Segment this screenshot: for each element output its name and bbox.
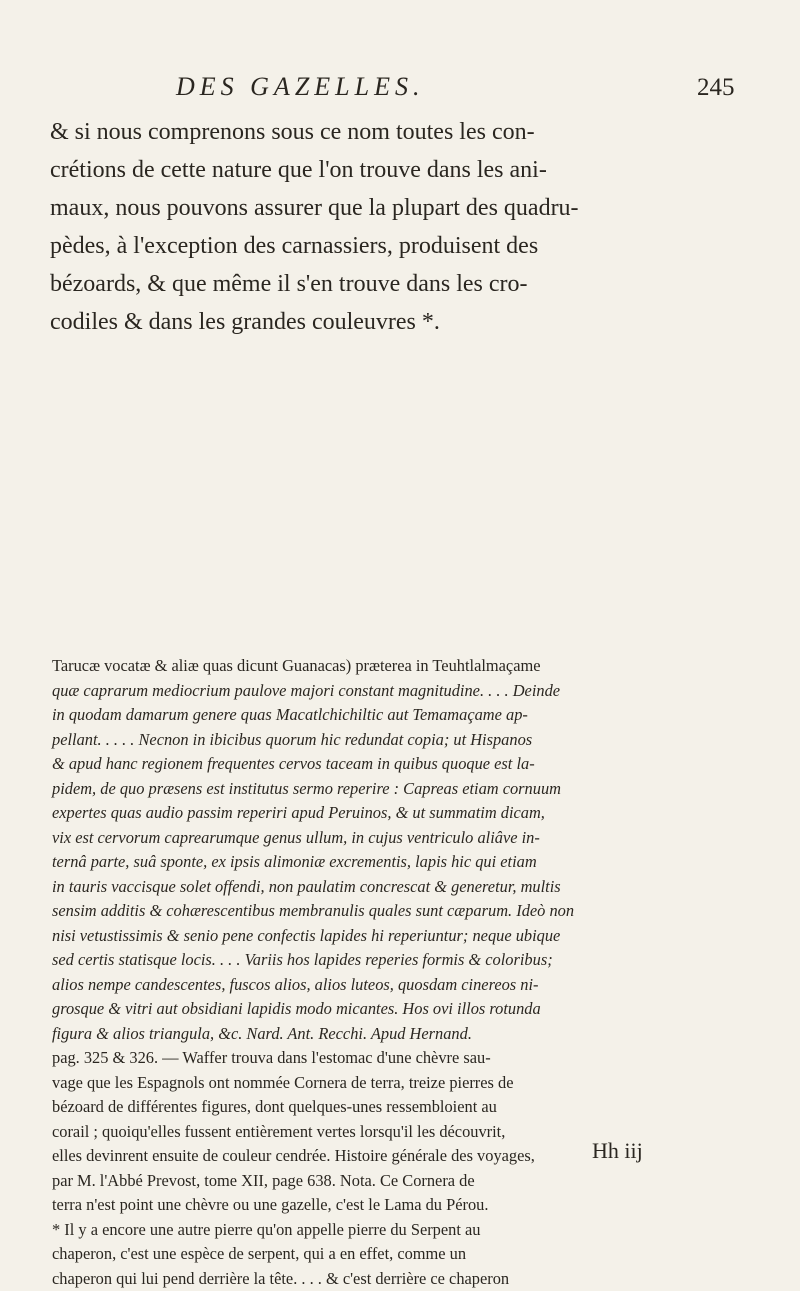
- footnote-block: [52, 654, 772, 1291]
- footnote-line: in tauris vaccisque solet offendi, non paulatim concrescat & generetur, multis: [52, 875, 772, 900]
- running-head: DES GAZELLES.: [176, 72, 424, 102]
- footnote-line: pellant. . . . . Necnon in ibicibus quorum hic redundat copia; ut Hispanos: [52, 728, 772, 753]
- footnote-line: sed certis statisque locis. . . . Variis hos lapides reperies formis & coloribus;: [52, 948, 772, 973]
- footnote-line: terra n'est point une chèvre ou une gazelle, c'est le Lama du Pérou.: [52, 1193, 772, 1218]
- page-number: 245: [697, 74, 735, 102]
- footnote-line: quæ caprarum mediocrium paulove majori constant magnitudine. . . . Deinde: [52, 679, 772, 704]
- footnote-line: vix est cervorum caprearumque genus ullum, in cujus ventriculo aliâve in-: [52, 826, 772, 851]
- signature-mark: Hh iij: [592, 1138, 643, 1164]
- main-line: bézoards, & que même il s'en trouve dans les cro-: [50, 265, 772, 303]
- footnote-line: ternâ parte, suâ sponte, ex ipsis alimoniæ excrementis, lapis hic qui etiam: [52, 850, 772, 875]
- footnote-line: & apud hanc regionem frequentes cervos taceam in quibus quoque est la-: [52, 752, 772, 777]
- footnote-line: alios nempe candescentes, fuscos alios, alios luteos, quosdam cinereos ni-: [52, 973, 772, 998]
- star-note-line: * Il y a encore une autre pierre qu'on appelle pierre du Serpent au: [52, 1218, 772, 1243]
- star-note-line: chaperon qui lui pend derrière la tête. . . . & c'est derrière ce chaperon: [52, 1267, 772, 1291]
- footnote-line: pidem, de quo præsens est institutus sermo reperire : Capreas etiam cornuum: [52, 777, 772, 802]
- footnote-line: elles devinrent ensuite de couleur cendrée. Histoire générale des voyages,: [52, 1144, 772, 1169]
- footnote-line: grosque & vitri aut obsidiani lapidis modo micantes. Hos ovi illos rotunda: [52, 997, 772, 1022]
- footnote-line: sensim additis & cohærescentibus membranulis quales sunt cæparum. Ideò non: [52, 899, 772, 924]
- footnote-line: vage que les Espagnols ont nommée Cornera de terra, treize pierres de: [52, 1071, 772, 1096]
- footnote-line: expertes quas audio passim reperiri apud Peruinos, & ut summatim dicam,: [52, 801, 772, 826]
- footnote-line: bézoard de différentes figures, dont quelques-unes ressembloient au: [52, 1095, 772, 1120]
- main-line: pèdes, à l'exception des carnassiers, produisent des: [50, 227, 772, 265]
- footnote-line: corail ; quoiqu'elles fussent entièrement vertes lorsqu'il les découvrit,: [52, 1120, 772, 1145]
- footnote-line: pag. 325 & 326. — Waffer trouva dans l'estomac d'une chèvre sau-: [52, 1046, 772, 1071]
- main-line: crétions de cette nature que l'on trouve dans les ani-: [50, 151, 772, 189]
- main-line: maux, nous pouvons assurer que la plupart des quadru-: [50, 189, 772, 227]
- footnote-line: nisi vetustissimis & senio pene confectis lapides hi reperiuntur; neque ubique: [52, 924, 772, 949]
- footnote-line: Tarucæ vocatæ & aliæ quas dicunt Guanacas) præterea in Teuhtlalmaçame: [52, 654, 772, 679]
- star-note-line: chaperon, c'est une espèce de serpent, qui a en effet, comme un: [52, 1242, 772, 1267]
- main-line: & si nous comprenons sous ce nom toutes les con-: [50, 113, 772, 151]
- footnote-line: par M. l'Abbé Prevost, tome XII, page 638. Nota. Ce Cornera de: [52, 1169, 772, 1194]
- footnote-line: figura & alios triangula, &c. Nard. Ant. Recchi. Apud Hernand.: [52, 1022, 772, 1047]
- main-paragraph: [50, 113, 772, 341]
- main-line: codiles & dans les grandes couleuvres *.: [50, 303, 772, 341]
- footnote-line: in quodam damarum genere quas Macatlchichiltic aut Temamaçame ap-: [52, 703, 772, 728]
- page-header: [0, 70, 800, 110]
